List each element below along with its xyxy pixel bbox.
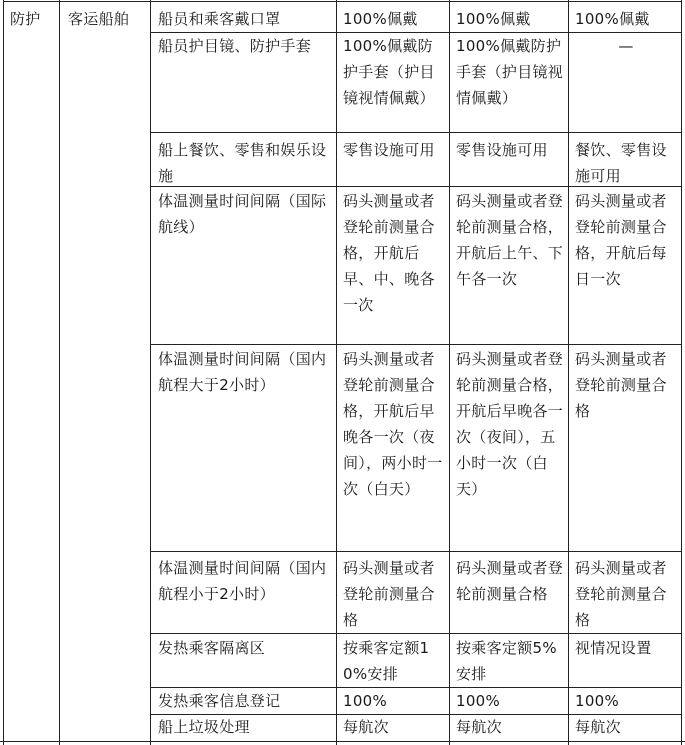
category-cell: 防护	[10, 10, 41, 28]
grid-line	[150, 551, 682, 552]
value-cell: 100%佩戴	[456, 10, 531, 28]
value-cell: 按乘客定额5%安排	[456, 639, 557, 683]
item-cell: 船上垃圾处理	[158, 718, 250, 736]
item-cell: 体温测量时间间隔（国际航线）	[158, 192, 327, 236]
value-cell: 零售设施可用	[456, 141, 548, 159]
item-cell: 船员和乘客戴口罩	[158, 10, 281, 28]
item-cell: 体温测量时间间隔（国内航程小于2小时）	[158, 559, 327, 603]
item-cell: 体温测量时间间隔（国内航程大于2小时）	[158, 350, 327, 394]
value-cell: 每航次	[575, 718, 621, 736]
value-cell: 码头测量或者登轮前测量合格	[456, 559, 564, 603]
value-cell: 100%佩戴	[343, 10, 418, 28]
value-cell: 码头测量或者登轮前测量合格	[575, 350, 667, 420]
item-cell: 船上餐饮、零售和娱乐设施	[158, 141, 327, 185]
grid-line	[0, 741, 685, 742]
grid-line	[3, 0, 4, 745]
grid-line	[150, 633, 682, 634]
item-cell: 发热乘客信息登记	[158, 692, 281, 710]
value-cell: 码头测量或者登轮前测量合格，开航后上午、下午各一次	[456, 192, 564, 288]
value-cell: 零售设施可用	[343, 141, 435, 159]
value-cell: 按乘客定额10%安排	[343, 639, 430, 683]
value-cell: 码头测量或者登轮前测量合格，开航后早晚各一次（夜间），两小时一次（白天）	[343, 350, 443, 498]
value-cell: 100%佩戴防护手套（护目镜视情佩戴）	[456, 37, 564, 107]
item-cell: 船员护目镜、防护手套	[158, 37, 312, 55]
value-cell: 码头测量或者登轮前测量合格，开航后早晚各一次（夜间），五小时一次（白天）	[456, 350, 564, 498]
grid-line	[3, 1, 682, 2]
value-cell: 100%	[575, 692, 620, 710]
value-cell: 每航次	[343, 718, 389, 736]
value-cell: 每航次	[456, 718, 502, 736]
value-cell: 码头测量或者登轮前测量合格，开航后早、中、晚各一次	[343, 192, 435, 314]
grid-line	[150, 344, 682, 345]
value-cell: 码头测量或者登轮前测量合格	[575, 559, 667, 629]
value-cell: 餐饮、零售设施可用	[575, 141, 667, 185]
item-cell: 发热乘客隔离区	[158, 639, 266, 657]
grid-line	[59, 0, 60, 745]
value-cell: 100%	[343, 692, 388, 710]
value-cell: —	[618, 37, 634, 55]
value-cell: 100%佩戴防护手套（护目镜视情佩戴）	[343, 37, 435, 107]
subcategory-cell: 客运船舶	[68, 10, 130, 28]
value-cell: 视情况设置	[575, 639, 652, 657]
value-cell: 码头测量或者登轮前测量合格，开航后每日一次	[575, 192, 667, 288]
grid-line	[150, 132, 682, 133]
value-cell: 码头测量或者登轮前测量合格	[343, 559, 435, 629]
value-cell: 100%	[456, 692, 501, 710]
value-cell: 100%佩戴	[575, 10, 650, 28]
